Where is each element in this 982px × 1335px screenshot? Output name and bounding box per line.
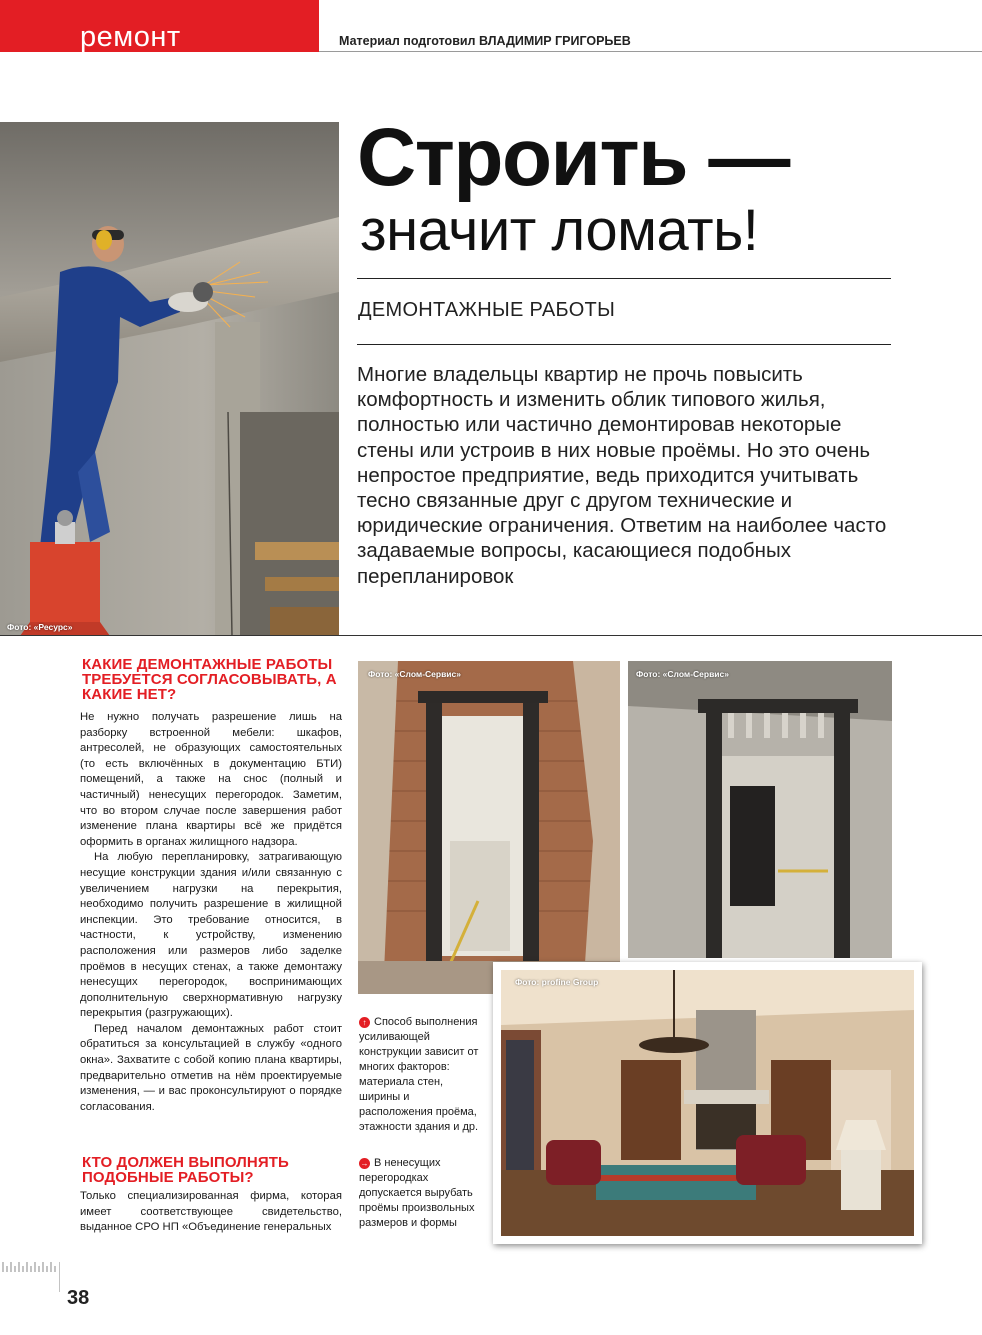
body-paragraph-3: Перед началом демонтажных работ стоит обратиться за консультацией в службу «одного окна». Захватите с собой копию плана квартиры, предварительно отметив на нём проектируемые изменения, — и вас проконсультируют о порядке согласования. (80, 1022, 342, 1113)
caption-reinforcement-text: Способ выполнения усиливающей конструкции зависит от многих факторов: материала стен, ширины и расположения проёма, этажности здания и др. (359, 1016, 479, 1133)
ruler-decoration (0, 1262, 60, 1292)
title-rule (357, 278, 891, 279)
subheading-approval: КАКИЕ ДЕМОНТАЖНЫЕ РАБОТЫ ТРЕБУЕТСЯ СОГЛАСОВЫВАТЬ, А КАКИЕ НЕТ? (82, 656, 337, 703)
caption-partitions-text: В ненесущих перегородках допускается вырубать проёмы произвольных размеров и формы (359, 1157, 475, 1229)
photo-room-credit: Фото: profine Group (515, 977, 599, 987)
page-number: 38 (67, 1287, 90, 1309)
arrow-right-icon: → (360, 1159, 369, 1168)
body-paragraph-2: На любую перепланировку, затрагивающую несущие конструкции здания и/или связанную с увеличением нагрузки на перекрытия, необходимо получить разрешение в жилищной инспекции. Это требование относится, в частности, к устройству, изменению расположения или размеров либо заделке проёмов в несущих стенах, а также демонтажу ненесущих перегородок, воспринимающих дополнительную сверхнормативную нагрузку перекрытия (разгружающих). (80, 851, 342, 1020)
rubric-label: ремонт (80, 21, 181, 53)
caption-partitions (359, 1156, 484, 1231)
hero-photo-illustration (0, 122, 339, 636)
section-rule (357, 344, 891, 345)
body-paragraph-1: Не нужно получать разрешение лишь на разборку встроенной мебели: шкафов, антресолей, не образующих самостоятельных (то есть включённых в документацию БТИ) помещений, а также на снос (полный и частичный) ненесущих перегородок. Заметим, что во втором случае после завершения работ изменение плана квартиры всё же придётся оформить в органах жилищного надзора. (80, 711, 342, 848)
photo-brick-credit: Фото: «Слом-Сервис» (368, 669, 461, 679)
photo-concrete-opening-illustration (628, 661, 892, 958)
lead-paragraph: Многие владельцы квартир не прочь повысить комфортность и изменить облик типового жилья, полностью или частично демонтировав некоторые стены или устроив в них новые проёмы. Но это очень непростое предприятие, ведь приходится учитывать тесно связанные друг с другом технические и юридические ограничения. Ответим на наиболее часто задаваемые вопросы, касающиеся подобных перепланировок (357, 363, 887, 588)
photo-living-room (501, 970, 914, 1236)
photo-concrete-opening (628, 661, 892, 958)
hero-photo-credit: Фото: «Ресурс» (7, 622, 73, 632)
photo-brick-opening (358, 661, 620, 994)
photo-living-room-illustration (501, 970, 914, 1236)
photo-room-frame (493, 962, 922, 1244)
subheading-who: КТО ДОЛЖЕН ВЫПОЛНЯТЬ ПОДОБНЫЕ РАБОТЫ? (82, 1154, 289, 1186)
body-column (80, 710, 342, 1115)
rubric-bar (0, 0, 319, 52)
article-title-line2: значит ломать! (360, 198, 759, 263)
section-label: ДЕМОНТАЖНЫЕ РАБОТЫ (358, 299, 616, 321)
body-paragraph-4: Только специализированная фирма, которая имеет соответствующее свидетельство, выданное СРО НП «Объединение генеральных (80, 1190, 342, 1234)
arrow-up-icon: ↑ (359, 1017, 370, 1028)
body-column-continued (80, 1189, 342, 1236)
author-credit: Материал подготовил ВЛАДИМИР ГРИГОРЬЕВ (339, 34, 631, 48)
hero-photo-worker (0, 122, 339, 636)
photo-brick-opening-illustration (358, 661, 620, 994)
caption-reinforcement (359, 1015, 484, 1135)
section-divider (0, 635, 982, 636)
photo-concrete-credit: Фото: «Слом-Сервис» (636, 669, 729, 679)
article-title-line1: Строить — (357, 112, 789, 203)
header-rule (319, 51, 982, 52)
